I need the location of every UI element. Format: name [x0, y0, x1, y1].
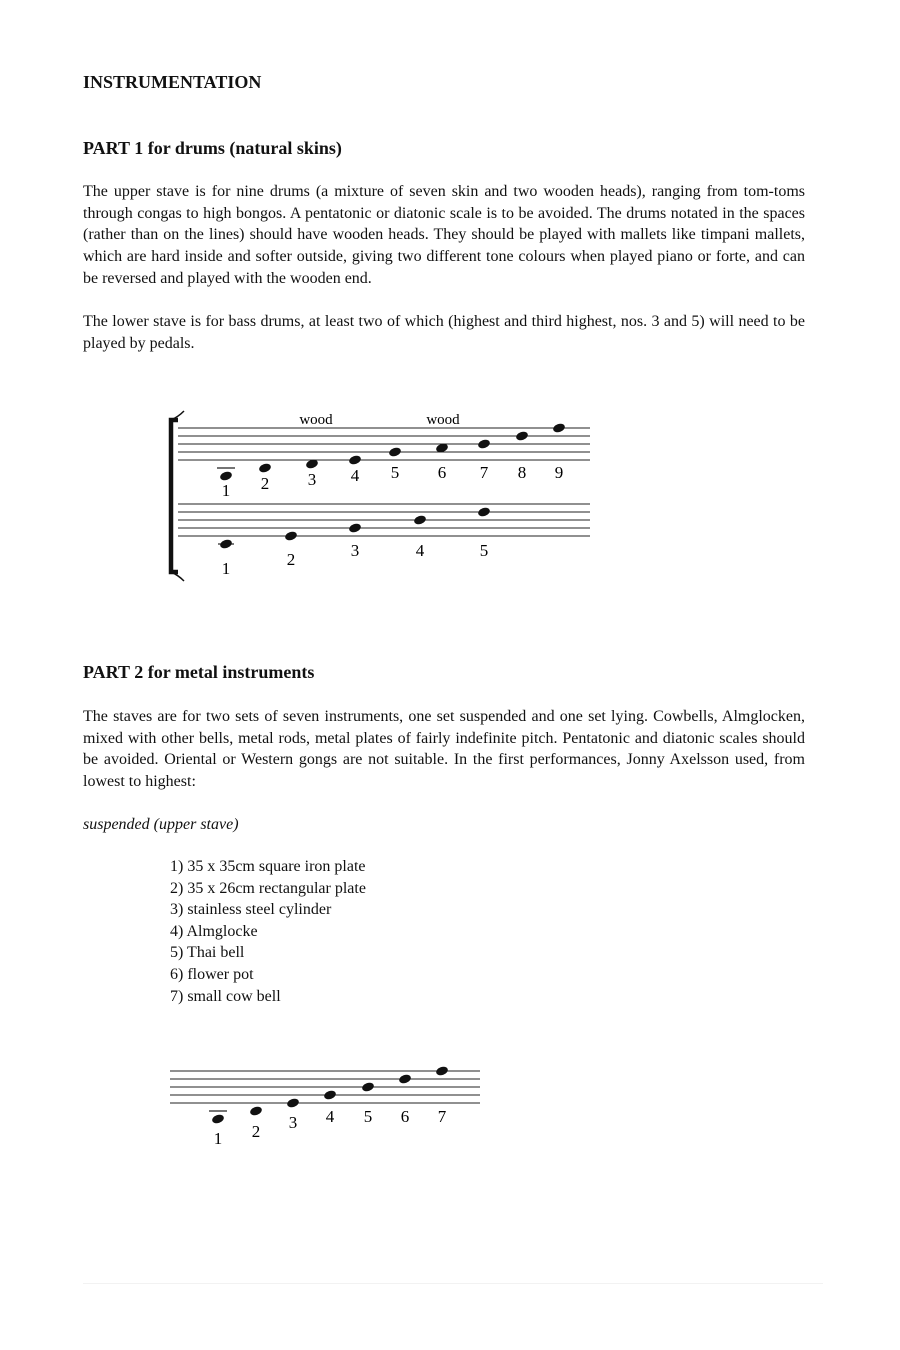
part2-paragraph: The staves are for two sets of seven instruments, one set suspended and one set lying. Cowbells, Almglocken, mixed with other bells, metal rods, metal plates of fairly indefinite pitch. Pentatonic and diatonic scales should be avoided. Oriental or Western gongs are not suitable. In the first performances, Jonny Axelsson used, from lowest to highest:	[83, 708, 805, 791]
lower-stave-lines	[178, 504, 590, 536]
list-item: 2) 35 x 26cm rectangular plate	[170, 879, 366, 897]
upper-stave-lines	[178, 428, 590, 460]
lower-note-4	[413, 514, 427, 526]
upper-note-2	[258, 462, 272, 474]
list-item: 6) flower pot	[170, 965, 254, 983]
list-item: 1) 35 x 35cm square iron plate	[170, 858, 366, 875]
metal-number-3: 3	[288, 1113, 298, 1132]
lower-number-5: 5	[479, 541, 489, 560]
upper-number-6: 6	[437, 463, 447, 482]
wood-label: wood	[299, 412, 333, 428]
list-item: 3) stainless steel cylinder	[170, 901, 332, 919]
upper-note-9	[552, 422, 566, 434]
metal-stave-lines	[170, 1071, 480, 1103]
suspended-instrument-list	[170, 856, 366, 1007]
metal-note-4	[323, 1089, 337, 1101]
metal-note-5	[361, 1081, 375, 1093]
upper-number-3: 3	[307, 470, 317, 489]
metal-note-3	[286, 1097, 300, 1109]
lower-note-5	[477, 506, 491, 518]
page-title: INSTRUMENTATION	[83, 72, 262, 92]
metal-note-2	[249, 1105, 263, 1117]
upper-number-5: 5	[390, 463, 400, 482]
upper-number-8: 8	[517, 463, 527, 482]
part1-paragraph-lower-stave: The lower stave is for bass drums, at least two of which (highest and third highest, nos. 3 and 5) will need to be played by pedals.	[83, 313, 805, 352]
upper-number-7: 7	[479, 463, 489, 482]
metal-number-5: 5	[363, 1107, 373, 1126]
lower-number-1: 1	[221, 559, 231, 578]
list-item: 5) Thai bell	[170, 944, 245, 962]
upper-note-8	[515, 430, 529, 442]
lower-number-3: 3	[350, 541, 360, 560]
lower-number-2: 2	[286, 550, 296, 569]
lower-note-1	[219, 538, 233, 550]
lower-number-4: 4	[415, 541, 425, 560]
metal-staff-diagram	[0, 1055, 900, 1155]
metal-number-2: 2	[251, 1122, 261, 1141]
part1-paragraph-upper-stave: The upper stave is for nine drums (a mixture of seven skin and two wooden heads), ranging from tom-toms through congas to high bongos. A pentatonic or diatonic scale is to be avoided. The drums notated in the spaces (rather than on the lines) should have wooden heads. They should be played with mallets like timpani mallets, which are hard inside and softer outside, giving two different tone colours when played piano or forte, and can be reversed and played with the wooden end.	[83, 183, 805, 287]
lower-note-2	[284, 530, 298, 542]
metal-number-6: 6	[400, 1107, 410, 1126]
part2-heading: PART 2 for metal instruments	[83, 662, 315, 682]
upper-note-5	[388, 446, 402, 458]
drum-staff-diagram	[0, 400, 900, 590]
metal-number-7: 7	[437, 1107, 447, 1126]
upper-number-2: 2	[260, 474, 270, 493]
footer-divider	[83, 1283, 823, 1284]
upper-number-4: 4	[350, 466, 360, 485]
upper-note-7	[477, 438, 491, 450]
list-item: 7) small cow bell	[170, 987, 281, 1005]
suspended-subheading: suspended (upper stave)	[83, 816, 239, 833]
metal-number-4: 4	[325, 1107, 335, 1126]
metal-number-1: 1	[213, 1129, 223, 1148]
upper-note-4	[348, 454, 362, 466]
upper-number-9: 9	[554, 463, 564, 482]
list-item: 4) Almglocke	[170, 922, 258, 940]
upper-number-1: 1	[221, 481, 231, 500]
lower-note-3	[348, 522, 362, 534]
metal-note-7	[435, 1065, 449, 1077]
metal-note-1	[211, 1113, 225, 1125]
metal-note-6	[398, 1073, 412, 1085]
wood-label: wood	[426, 412, 460, 428]
part1-heading: PART 1 for drums (natural skins)	[83, 138, 342, 158]
